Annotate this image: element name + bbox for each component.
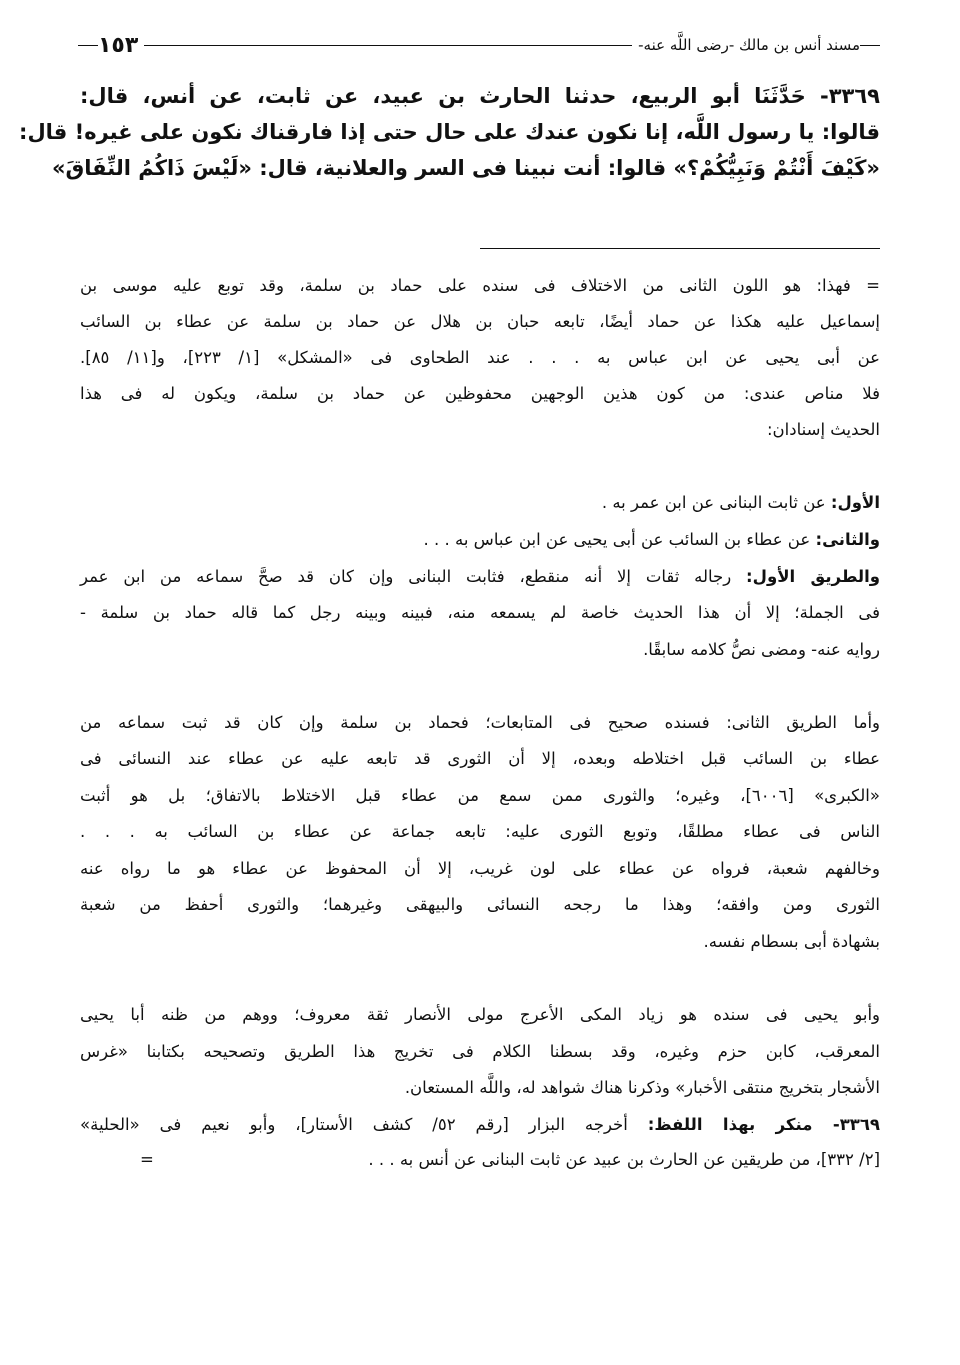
footnote-line (80, 859, 880, 878)
footnote-text: عطاء بن السائب قبل اختلاطه وبعده، إلا أن الثورى قد تابعه عليه عن عطاء عند النسائى فى (80, 749, 880, 768)
footnote-line (80, 276, 880, 295)
footnote-text: «الكبرى» [٦٠٠٦]، وغيره؛ والثورى ممن سمع من عطاء قبل الاختلاط بالاتفاق؛ بل هو أثبت (80, 786, 880, 805)
footnote-text: روايه عنه- ومضى نصُّ كلامه سابقًا. (643, 640, 880, 659)
footnote-heading: الأول: (830, 493, 880, 512)
footnote-line (80, 1042, 880, 1061)
footnote-line (80, 640, 880, 659)
footnote-text: وأما الطريق الثانى: فسنده صحيح فى المتابعات؛ فحماد بن سلمة وإن كان قد ثبت سماعه من (80, 713, 880, 732)
hadith-line: قالوا: يا رسول اللَّه، إنا نكون عندك على حال حتى إذا فارقناك نكون على غيره! قال: (19, 120, 880, 144)
footnote-line (80, 822, 880, 841)
page-number: ١٥٣ (98, 32, 139, 58)
footnote-line (80, 1150, 880, 1169)
footnote-text: الناس فى عطاء مطلقًا، وتوبع الثورى عليه: تابعه جماعة عن عطاء بن السائب به . . . (80, 822, 880, 841)
footnote-line (80, 1005, 880, 1024)
header-dash (860, 45, 880, 46)
footnote-line (80, 493, 880, 512)
footnote-text: الأشجار بتخريج منتقى الأخبار» وذكرنا هناك شواهد له، واللَّه المستعان. (404, 1078, 880, 1097)
footnote-line (80, 312, 880, 331)
footnote-text: رجاله ثقات إلا أنه منقطع، فثابت البنانى وإن كان قد صحَّ سماعه من ابن عمر (80, 567, 747, 586)
footnote-line (80, 420, 880, 439)
footnote-line (80, 603, 880, 622)
footnote-text: وأبو يحيى فى سنده هو زياد المكى الأعرج مولى الأنصار ثقة معروف؛ ووهم من ظنه أبا يحيى (80, 1005, 880, 1024)
footnote-text: [٢/ ٣٣٢]، من طريقين عن الحارث بن عبيد عن ثابت البنانى عن أنس به . . . (368, 1150, 880, 1169)
footnote-line (80, 749, 880, 768)
header-rule (144, 45, 632, 46)
footnote-line (80, 932, 880, 951)
hadith-line: ٣٣٦٩- حَدَّثَنَا أبو الربيع، حدثنا الحارث بن عبيد، عن ثابت، عن أنس، قال: (80, 84, 880, 108)
footnote-line (80, 786, 880, 805)
footnote-text: الثورى ومن وافقه؛ وهذا ما رجحه النسائى والبيهقى وغيرهما؛ والثورى أحفظ من شعبة (80, 895, 880, 914)
footnote-text: فى الجملة؛ إلا أن هذا الحديث خاصة لم يسمعه منه، فبينه وبينه رجل كما قاله حماد بن سلمة - (80, 603, 880, 622)
footnote-line (80, 384, 880, 403)
header-title: مسند أنس بن مالك -رضى اللَّه عنه- (638, 36, 860, 54)
hadith-line: «كَيْفَ أَنْتُمْ وَنَبِيُّكُمْ؟» قالوا: أنت نبينا فى السر والعلانية، قال: «لَيْسَ ذَاكُمُ النِّفَاقَ» (51, 156, 880, 180)
footnote-line (80, 530, 880, 549)
footnote-line (80, 1115, 880, 1134)
footnote-line (80, 348, 880, 367)
header-dash (78, 45, 98, 46)
footnote-line (80, 895, 880, 914)
footnote-text: الحديث إسنادان: (767, 420, 880, 439)
continuation-mark: = (140, 1150, 154, 1169)
footnote-text: أخرجه البزار [رقم ٥٢/ كشف الأستار]، وأبو نعيم فى «الحلية» (80, 1115, 648, 1134)
footnote-text: المعرقب، كابن حزم وغيره، وقد بسطنا الكلام فى تخريج هذا الطريق وتصحيحه بكتابنا «غرس (80, 1042, 880, 1061)
footnote-text: عن عطاء بن السائب عن أبى يحيى عن ابن عباس به . . . (423, 530, 816, 549)
footnote-heading: والطريق الأول: (746, 567, 881, 586)
footnote-heading: ٣٣٦٩- منكر بهذا اللفظ: (647, 1115, 880, 1134)
footnote-text: = فهذا: هو اللون الثانى من الاختلاف فى سنده على حماد بن سلمة، وقد توبع عليه موسى بن (80, 276, 880, 295)
running-header (78, 30, 880, 60)
footnote-heading: والثانى: (815, 530, 880, 549)
footnote-line (80, 713, 880, 732)
footnote-separator (480, 248, 880, 249)
footnote-line (80, 567, 880, 586)
footnote-text: وخالفهم شعبة، فرواه عن عطاء على لون غريب، إلا أن المحفوظ عن عطاء هو ما رواه عنه (80, 859, 880, 878)
footnote-text: إسماعيل عليه هكذا عن حماد أيضًا، تابعه حبان بن هلال عن حماد بن سلمة عن عطاء بن السائب (80, 312, 880, 331)
footnote-text: عن أبى يحيى عن ابن عباس به . . . عند الطحاوى فى «المشكل» [١/ ٢٢٣]، و[١١/ ٨٥]. (80, 348, 881, 367)
footnote-text: بشهادة أبى بسطام نفسه. (703, 932, 880, 951)
footnote-text: فلا مناص عندى: من كون هذين الوجهين محفوظين عن حماد بن سلمة، ويكون له فى هذا (80, 384, 880, 403)
footnote-line (80, 1078, 880, 1097)
footnote-text: عن ثابت البنانى عن ابن عمر به . (601, 493, 831, 512)
